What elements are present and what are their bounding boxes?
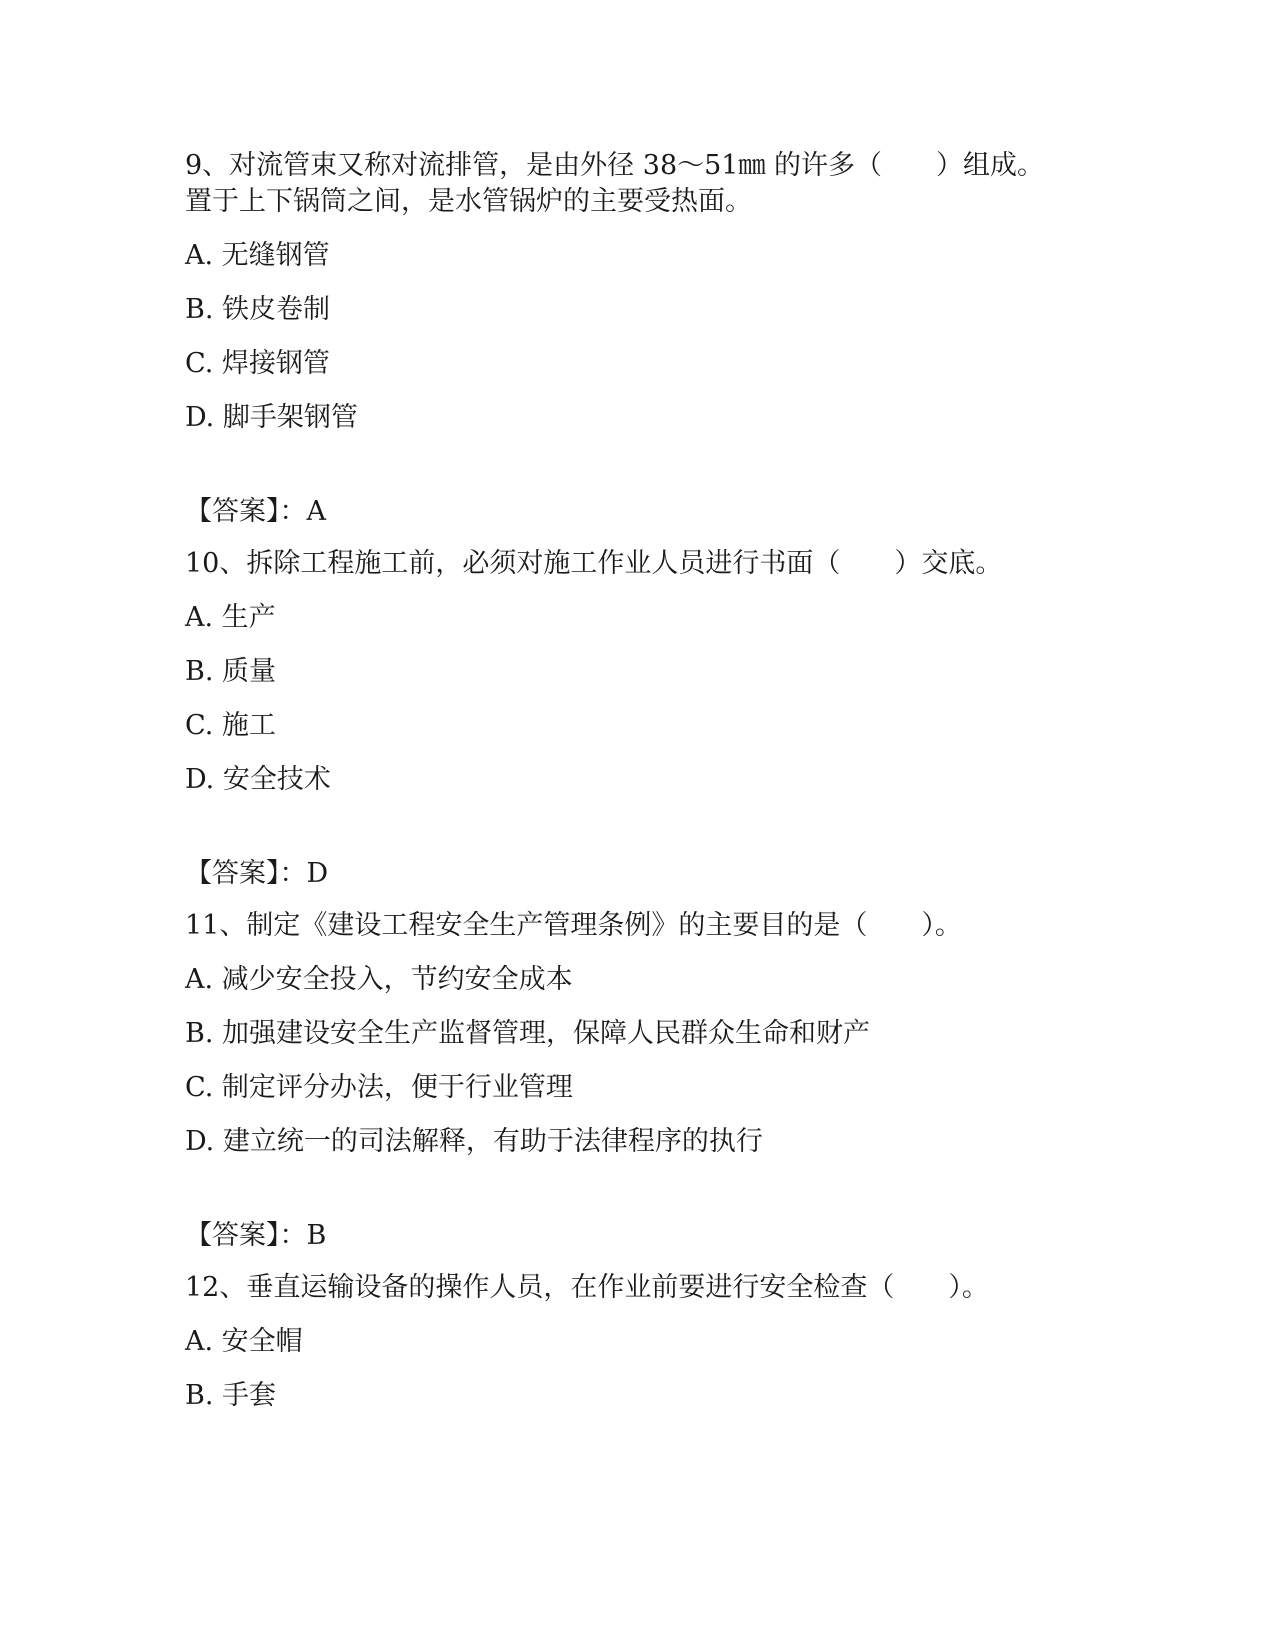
question-11-option-b: B. 加强建设安全生产监督管理，保障人民群众生命和财产 (185, 1018, 871, 1049)
question-9-option-c: C. 焊接钢管 (185, 348, 330, 379)
question-11-stem: 11、制定《建设工程安全生产管理条例》的主要目的是（ ）。 (185, 910, 962, 941)
question-12-stem: 12、垂直运输设备的操作人员，在作业前要进行安全检查（ ）。 (185, 1272, 989, 1303)
question-12-option-a: A. 安全帽 (185, 1326, 303, 1357)
question-12-option-b: B. 手套 (185, 1380, 277, 1411)
question-11-option-c: C. 制定评分办法，便于行业管理 (185, 1072, 573, 1103)
question-10-option-a: A. 生产 (185, 602, 276, 633)
question-9-option-d: D. 脚手架钢管 (185, 402, 358, 433)
question-9-option-b: B. 铁皮卷制 (185, 294, 331, 325)
question-11-answer: 【答案】：B (185, 1220, 327, 1251)
question-9-answer: 【答案】：A (185, 496, 326, 527)
question-11-option-d: D. 建立统一的司法解释，有助于法律程序的执行 (185, 1126, 763, 1157)
document-page (185, 148, 1085, 1414)
question-10-option-b: B. 质量 (185, 656, 277, 687)
question-10-answer: 【答案】：D (185, 858, 329, 889)
question-10-option-c: C. 施工 (185, 710, 276, 741)
question-9-stem-continued: 置于上下锅筒之间，是水管锅炉的主要受热面。 (185, 186, 752, 217)
question-10-stem: 10、拆除工程施工前，必须对施工作业人员进行书面（ ）交底。 (185, 548, 1003, 579)
question-9-stem: 9、对流管束又称对流排管，是由外径 38～51㎜ 的许多（ ）组成。 (185, 150, 1045, 181)
question-9-option-a: A. 无缝钢管 (185, 240, 330, 271)
question-10-option-d: D. 安全技术 (185, 764, 331, 795)
question-11-option-a: A. 减少安全投入，节约安全成本 (185, 964, 573, 995)
